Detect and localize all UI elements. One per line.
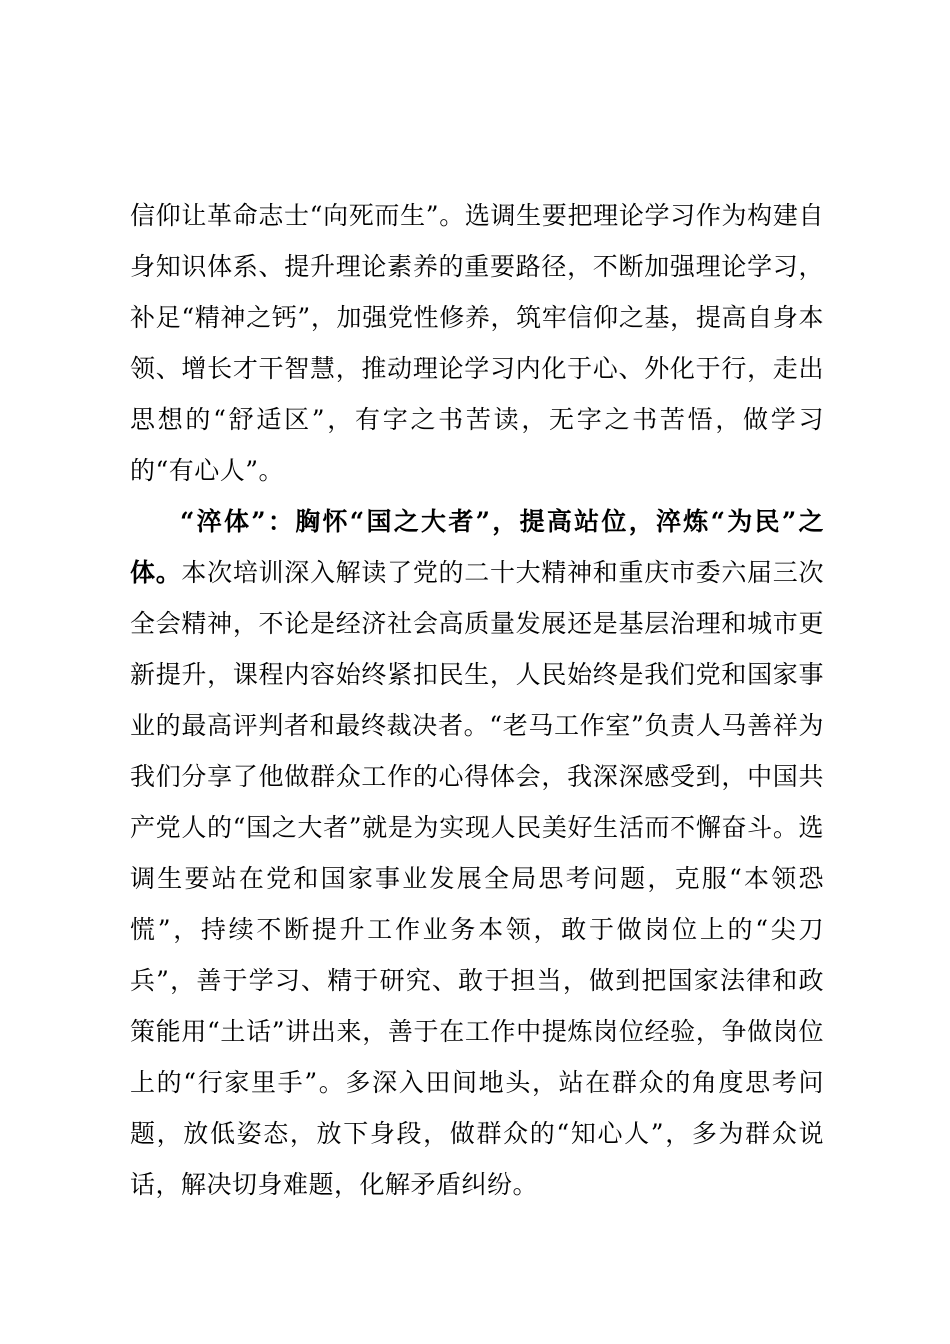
paragraph-cuiti <box>130 496 824 1210</box>
paragraph-heading: “淬体”：胸怀“国之大者”，提高站位，淬炼“为民”之体。 <box>130 507 824 587</box>
document-body <box>130 190 824 1210</box>
paragraph-text: 本次培训深入解读了党的二十大精神和重庆市委六届三次全会精神，不论是经济社会高质量发展还是基层治理和城市更新提升，课程内容始终紧扣民生，人民始终是我们党和国家事业的最高评判者和最终裁决者。“老马工作室”负责人马善祥为我们分享了他做群众工作的心得体会，我深深感受到，中国共产党人的“国之大者”就是为实现人民美好生活而不懈奋斗。选调生要站在党和国家事业发展全局思考问题，克服“本领恐慌”，持续不断提升工作业务本领，敢于做岗位上的“尖刀兵”，善于学习、精于研究、敢于担当，做到把国家法律和政策能用“土话”讲出来，善于在工作中提炼岗位经验，争做岗位上的“行家里手”。多深入田间地头，站在群众的角度思考问题，放低姿态，放下身段，做群众的“知心人”，多为群众说话，解决切身难题，化解矛盾纠纷。 <box>130 558 824 1199</box>
paragraph-text: 信仰让革命志士“向死而生”。选调生要把理论学习作为构建自身知识体系、提升理论素养的重要路径，不断加强理论学习，补足“精神之钙”，加强党性修养，筑牢信仰之基，提高自身本领、增长才干智慧，推动理论学习内化于心、外化于行，走出思想的“舒适区”，有字之书苦读，无字之书苦悟，做学习的“有心人”。 <box>130 201 824 485</box>
paragraph-continued <box>130 190 824 496</box>
